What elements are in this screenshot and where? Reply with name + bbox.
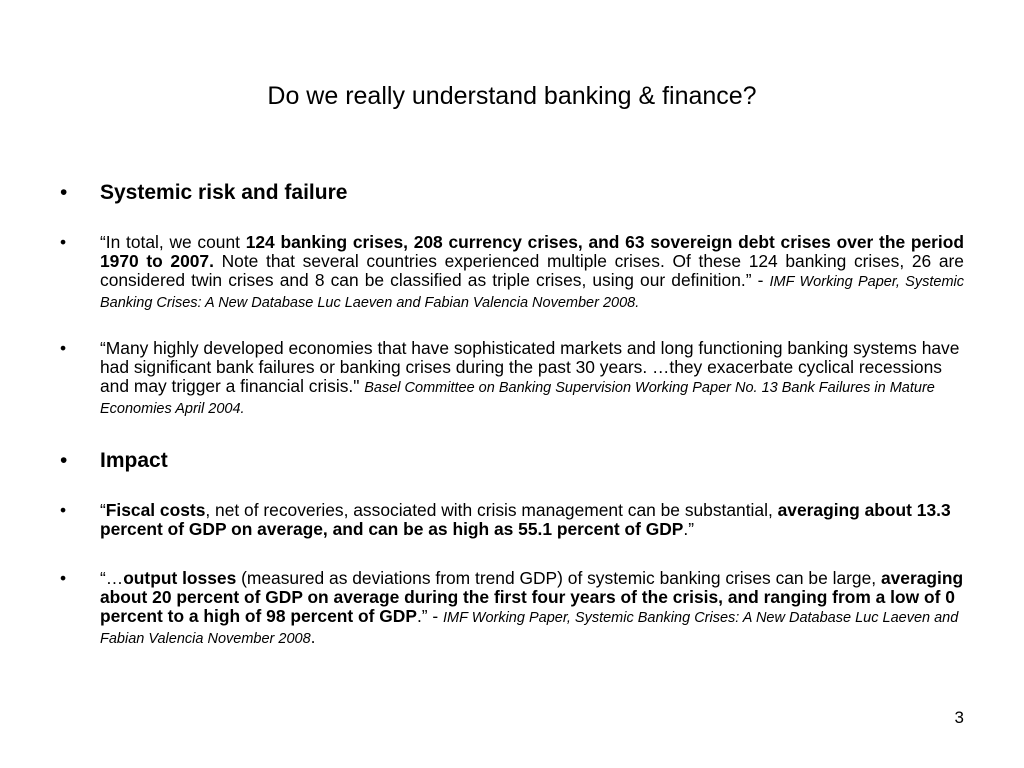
systemic-heading: Systemic risk and failure (100, 181, 348, 204)
quote-text (100, 501, 964, 539)
quote3-close: .” (683, 519, 695, 539)
quote-text (100, 339, 964, 419)
quote4-open: “… (100, 568, 124, 588)
impact-heading: Impact (100, 449, 168, 472)
quote4-mid: (measured as deviations from trend GDP) of systemic banking crises can be large, (236, 568, 881, 588)
bullet-list (60, 180, 964, 649)
quote3-open: “ (100, 500, 106, 520)
slide-title: Do we really understand banking & finance? (267, 82, 757, 110)
bullet-dot: • (60, 181, 68, 204)
bullet-output-losses-quote (60, 569, 964, 649)
bullet-dot: • (60, 568, 67, 588)
quote-text (100, 233, 964, 313)
bullet-dot: • (60, 232, 67, 252)
quote2-text: “Many highly developed economies that have sophisticated markets and long functioning banking systems have had significant bank failures or banking crises during the past 30 years. …they exacerbate cyclical recessions and may trigger a financial crisis." (100, 338, 960, 396)
page-number: 3 (954, 708, 964, 727)
bullet-fiscal-costs-quote (60, 501, 964, 539)
quote2-citation: Basel Committee on Banking Supervision Working Paper No. 13 Bank Failures in Mature Economies April 2004. (100, 380, 935, 417)
quote4-end: . (310, 627, 316, 647)
bullet-basel-quote (60, 339, 964, 419)
bullet-dot: • (60, 449, 68, 472)
bullet-crises-count-quote (60, 233, 964, 313)
quote3-mid: , net of recoveries, associated with crisis management can be substantial, (205, 500, 778, 520)
quote1-bold: 124 banking crises, 208 currency crises, and 63 sovereign debt crises over the period 1970 to 2007. (100, 232, 964, 271)
quote-text (100, 569, 964, 649)
bullet-dot: • (60, 338, 67, 358)
bullet-dot: • (60, 500, 67, 520)
bullet-impact-heading (60, 448, 964, 474)
quote3-bold1: Fiscal costs (105, 500, 206, 520)
quote1-citation: IMF Working Paper, Systemic Banking Crises: A New Database Luc Laeven and Fabian Valencia November 2008. (100, 274, 964, 311)
quote3-bold2: averaging about 13.3 percent of GDP on average, and can be as high as 55.1 percent of GDP (100, 500, 951, 539)
bullet-systemic-heading (60, 180, 964, 206)
quote1-open: “In total, we count (100, 232, 246, 252)
quote4-bold2: averaging about 20 percent of GDP on average during the first four years of the crisis, and ranging from a low of 0 percent to a high of 98 percent of GDP (100, 568, 964, 626)
quote4-bold1: output losses (123, 568, 237, 588)
quote4-close: .” - (416, 606, 444, 626)
quote1-rest: Note that several countries experienced multiple crises. Of these 124 banking crises, 26 are considered twin crises and 8 can be classified as triple crises, using our definition.” - (100, 251, 964, 290)
quote4-citation: IMF Working Paper, Systemic Banking Crises: A New Database Luc Laeven and Fabian Valencia November 2008 (100, 610, 959, 647)
